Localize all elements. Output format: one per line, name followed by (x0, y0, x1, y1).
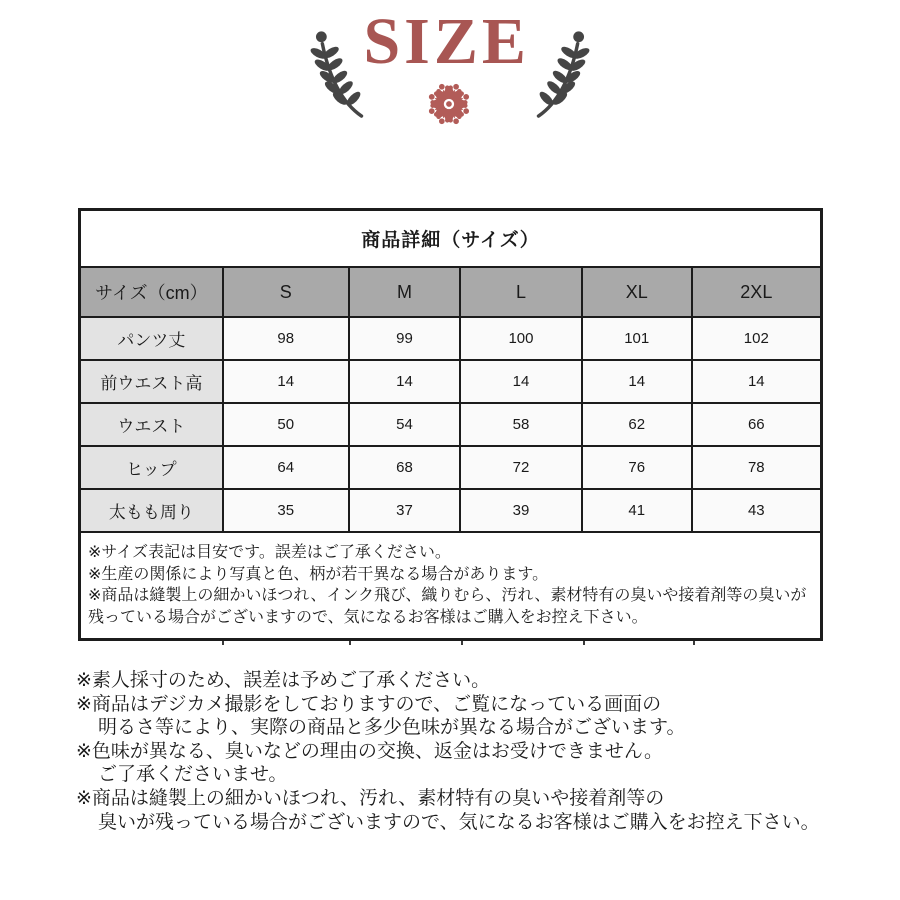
note-line: ※生産の関係により写真と色、柄が若干異なる場合があります。 (88, 565, 549, 583)
size-value: 101 (582, 317, 692, 360)
size-value: 72 (460, 446, 582, 489)
size-value: 66 (692, 403, 822, 446)
size-value: 14 (692, 360, 822, 403)
size-value: 78 (692, 446, 822, 489)
disclaimer-line: ご了承くださいませ。 (98, 764, 288, 786)
table-notes (80, 532, 822, 640)
row-label: 前ウエスト高 (80, 360, 223, 403)
size-value: 64 (223, 446, 349, 489)
size-value: 62 (582, 403, 692, 446)
size-value: 14 (349, 360, 460, 403)
size-value: 37 (349, 489, 460, 532)
disclaimer-line: 臭いが残っている場合がございますので、気になるお客様はご購入をお控え下さい。 (98, 811, 820, 833)
column-header-2xl: 2XL (692, 267, 822, 317)
table-title: 商品詳細（サイズ） (80, 210, 822, 268)
table-row-hip (80, 446, 822, 489)
table-bottom-ticks (78, 641, 823, 647)
size-value: 43 (692, 489, 822, 532)
note-line: ※商品は縫製上の細かいほつれ、インク飛び、織りむら、汚れ、素材特有の臭いや接着剤等の臭いが残っている場合がございますので、気になるお客様はご購入をお控え下さい。 (88, 587, 807, 626)
table-row-thigh (80, 489, 822, 532)
size-value: 76 (582, 446, 692, 489)
size-header-ornament (0, 0, 900, 148)
disclaimer-line: 明るさ等により、実際の商品と多少色味が異なる場合がございます。 (98, 717, 686, 739)
size-value: 39 (460, 489, 582, 532)
row-label: 太もも周り (80, 489, 223, 532)
size-value: 68 (349, 446, 460, 489)
table-row-waist (80, 403, 822, 446)
flower-ornament-icon (423, 80, 475, 128)
size-value: 100 (460, 317, 582, 360)
column-header-size-unit: サイズ（cm） (80, 267, 223, 317)
column-header-l: L (460, 267, 582, 317)
note-line: ※サイズ表記は目安です。誤差はご了承ください。 (88, 544, 451, 561)
disclaimer-line: ※商品は縫製上の細かいほつれ、汚れ、素材特有の臭いや接着剤等の (76, 787, 665, 809)
size-value: 50 (223, 403, 349, 446)
table-header-row (80, 267, 822, 317)
row-label: ヒップ (80, 446, 223, 489)
disclaimer-line: ※色味が異なる、臭いなどの理由の交換、返金はお受けできません。 (76, 740, 664, 762)
column-header-m: M (349, 267, 460, 317)
size-value: 14 (223, 360, 349, 403)
laurel-branch-left-icon (306, 26, 370, 120)
disclaimer-block (76, 669, 860, 834)
size-value: 54 (349, 403, 460, 446)
row-label: パンツ丈 (80, 317, 223, 360)
size-value: 14 (460, 360, 582, 403)
table-row-pants-length (80, 317, 822, 360)
disclaimer-line: ※素人採寸のため、誤差は予めご了承ください。 (76, 670, 491, 691)
column-header-s: S (223, 267, 349, 317)
size-value: 14 (582, 360, 692, 403)
disclaimer-line: ※商品はデジカメ撮影をしておりますので、ご覧になっている画面の (76, 693, 662, 715)
row-label: ウエスト (80, 403, 223, 446)
size-spec-table (78, 208, 823, 641)
size-value: 98 (223, 317, 349, 360)
table-title-row (80, 210, 822, 268)
column-header-xl: XL (582, 267, 692, 317)
size-value: 35 (223, 489, 349, 532)
size-value: 99 (349, 317, 460, 360)
table-row-front-rise (80, 360, 822, 403)
table-notes-row (80, 532, 822, 640)
size-value: 102 (692, 317, 822, 360)
laurel-branch-right-icon (530, 26, 594, 120)
size-value: 41 (582, 489, 692, 532)
size-title: SIZE (363, 5, 530, 78)
size-value: 58 (460, 403, 582, 446)
